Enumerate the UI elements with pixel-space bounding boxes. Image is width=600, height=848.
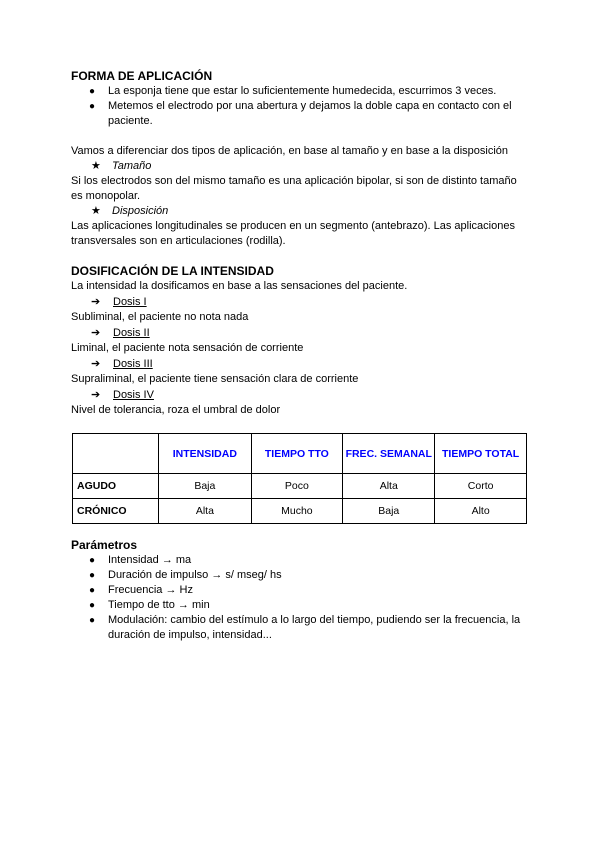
tamano-heading: ★ Tamaño (91, 160, 152, 172)
dosis-heading: ➔ Dosis IV (91, 389, 154, 401)
list-item: ● Metemos el electrodo por una abertura y dejamos la doble capa en contacto con el paciente. (89, 100, 512, 127)
disposicion-text: Las aplicaciones longitudinales se producen en un segmento (antebrazo). Las aplicaciones transversales son en articulaciones (rodilla). (71, 220, 515, 247)
table-header-cell: TIEMPO TTO (251, 434, 343, 474)
dosis-heading: ➔ Dosis III (91, 358, 153, 370)
section-title-parametros: Parámetros (71, 538, 138, 552)
table-header-cell: INTENSIDAD (159, 434, 251, 474)
dosificacion-intro: La intensidad la dosificamos en base a las sensaciones del paciente. (71, 280, 408, 292)
disposicion-heading: ★ Disposición (91, 205, 169, 217)
bullet-icon: ● (89, 615, 96, 626)
document-page (71, 68, 531, 643)
bullet-icon: ● (89, 101, 96, 112)
section-title-forma: FORMA DE APLICACIÓN (71, 69, 213, 83)
dosage-table (72, 433, 527, 524)
table-cell: Mucho (251, 499, 343, 524)
dosis-text: Subliminal, el paciente no nota nada (71, 311, 249, 323)
list-item: ● Modulación: cambio del estímulo a lo largo del tiempo, pudiendo ser la frecuencia, la duración de impulso, intensidad... (89, 614, 521, 641)
table-row-label: AGUDO (73, 474, 159, 499)
table-header-cell (73, 434, 159, 474)
table-cell: Alto (435, 499, 527, 524)
dosis-text: Liminal, el paciente nota sensación de corriente (71, 342, 304, 354)
table-cell: Corto (435, 474, 527, 499)
bullet-icon: ● (89, 570, 96, 581)
list-item: ● Intensidad → ma (89, 554, 192, 566)
tamano-text: Si los electrodos son del mismo tamaño es una aplicación bipolar, si son de distinto tamaño es monopolar. (71, 175, 517, 202)
star-icon: ★ (91, 205, 101, 217)
table-cell: Baja (159, 474, 251, 499)
table-cell: Baja (343, 499, 435, 524)
parametros-list (71, 553, 531, 643)
table-header-cell: FREC. SEMANAL (343, 434, 435, 474)
list-item: ● Duración de impulso → s/ mseg/ hs (89, 569, 282, 581)
dosis-text: Nivel de tolerancia, roza el umbral de dolor (71, 404, 281, 416)
table-row (73, 474, 527, 499)
table-header-cell: TIEMPO TOTAL (435, 434, 527, 474)
dosis-text: Supraliminal, el paciente tiene sensación clara de corriente (71, 373, 359, 385)
table-cell: Poco (251, 474, 343, 499)
star-icon: ★ (91, 160, 101, 172)
list-item: ● Frecuencia → Hz (89, 584, 193, 596)
bullet-icon: ● (89, 600, 96, 611)
arrow-icon: ➔ (91, 389, 101, 401)
table-row-label: CRÓNICO (73, 499, 159, 524)
list-item: ● La esponja tiene que estar lo suficientemente humedecida, escurrimos 3 veces. (89, 85, 497, 97)
forma-intro: Vamos a diferenciar dos tipos de aplicación, en base al tamaño y en base a la disposición (71, 145, 509, 157)
table-cell: Alta (159, 499, 251, 524)
list-item: ● Tiempo de tto → min (89, 599, 210, 611)
bullet-icon: ● (89, 555, 96, 566)
bullet-icon: ● (89, 585, 96, 596)
table-cell: Alta (343, 474, 435, 499)
section-title-dosificacion: DOSIFICACIÓN DE LA INTENSIDAD (71, 264, 274, 278)
arrow-icon: ➔ (91, 358, 101, 370)
dosis-heading: ➔ Dosis II (91, 327, 150, 339)
bullet-icon: ● (89, 86, 96, 97)
table-header-row (73, 434, 527, 474)
table-row (73, 499, 527, 524)
forma-bullet-list (71, 84, 531, 129)
arrow-icon: ➔ (91, 327, 101, 339)
dosis-heading: ➔ Dosis I (91, 296, 147, 308)
arrow-icon: ➔ (91, 296, 101, 308)
